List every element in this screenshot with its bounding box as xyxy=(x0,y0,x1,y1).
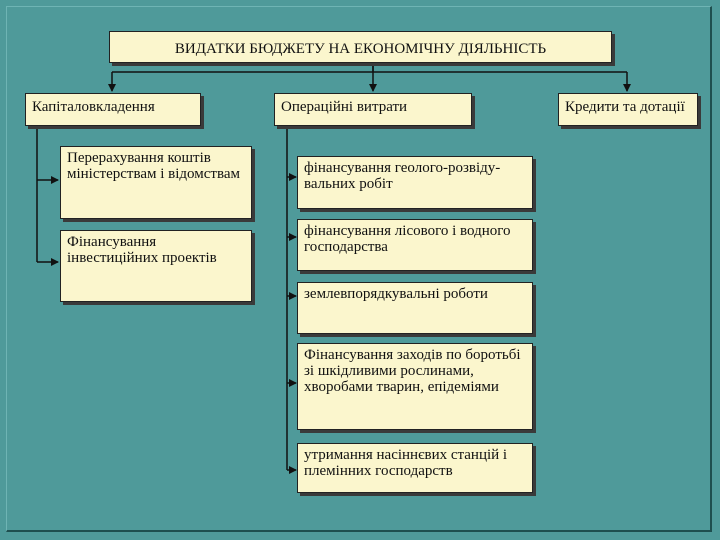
diagram-title: ВИДАТКИ БЮДЖЕТУ НА ЕКОНОМІЧНУ ДІЯЛЬНІСТЬ xyxy=(109,31,612,63)
category-capital: Капіталовкладення xyxy=(25,93,201,126)
operational-item-forestry: фінансування лісового і водного господарства xyxy=(297,219,533,271)
category-credits: Кредити та дотації xyxy=(558,93,698,126)
operational-item-pests: Фінансування заходів по боротьбі зі шкідливими рослинами, хворобами тварин, епідеміями xyxy=(297,343,533,430)
capital-item-investment: Фінансування інвестиційних проектів xyxy=(60,230,252,302)
operational-item-seed-stations: утримання насіннєвих станцій і племінних господарств xyxy=(297,443,533,493)
operational-item-land: землевпорядкувальні роботи xyxy=(297,282,533,334)
operational-item-geology: фінансування геолого-розвіду-вальних робіт xyxy=(297,156,533,209)
capital-item-transfers: Перерахування коштів міністерствам і відомствам xyxy=(60,146,252,219)
category-operational: Операційні витрати xyxy=(274,93,472,126)
